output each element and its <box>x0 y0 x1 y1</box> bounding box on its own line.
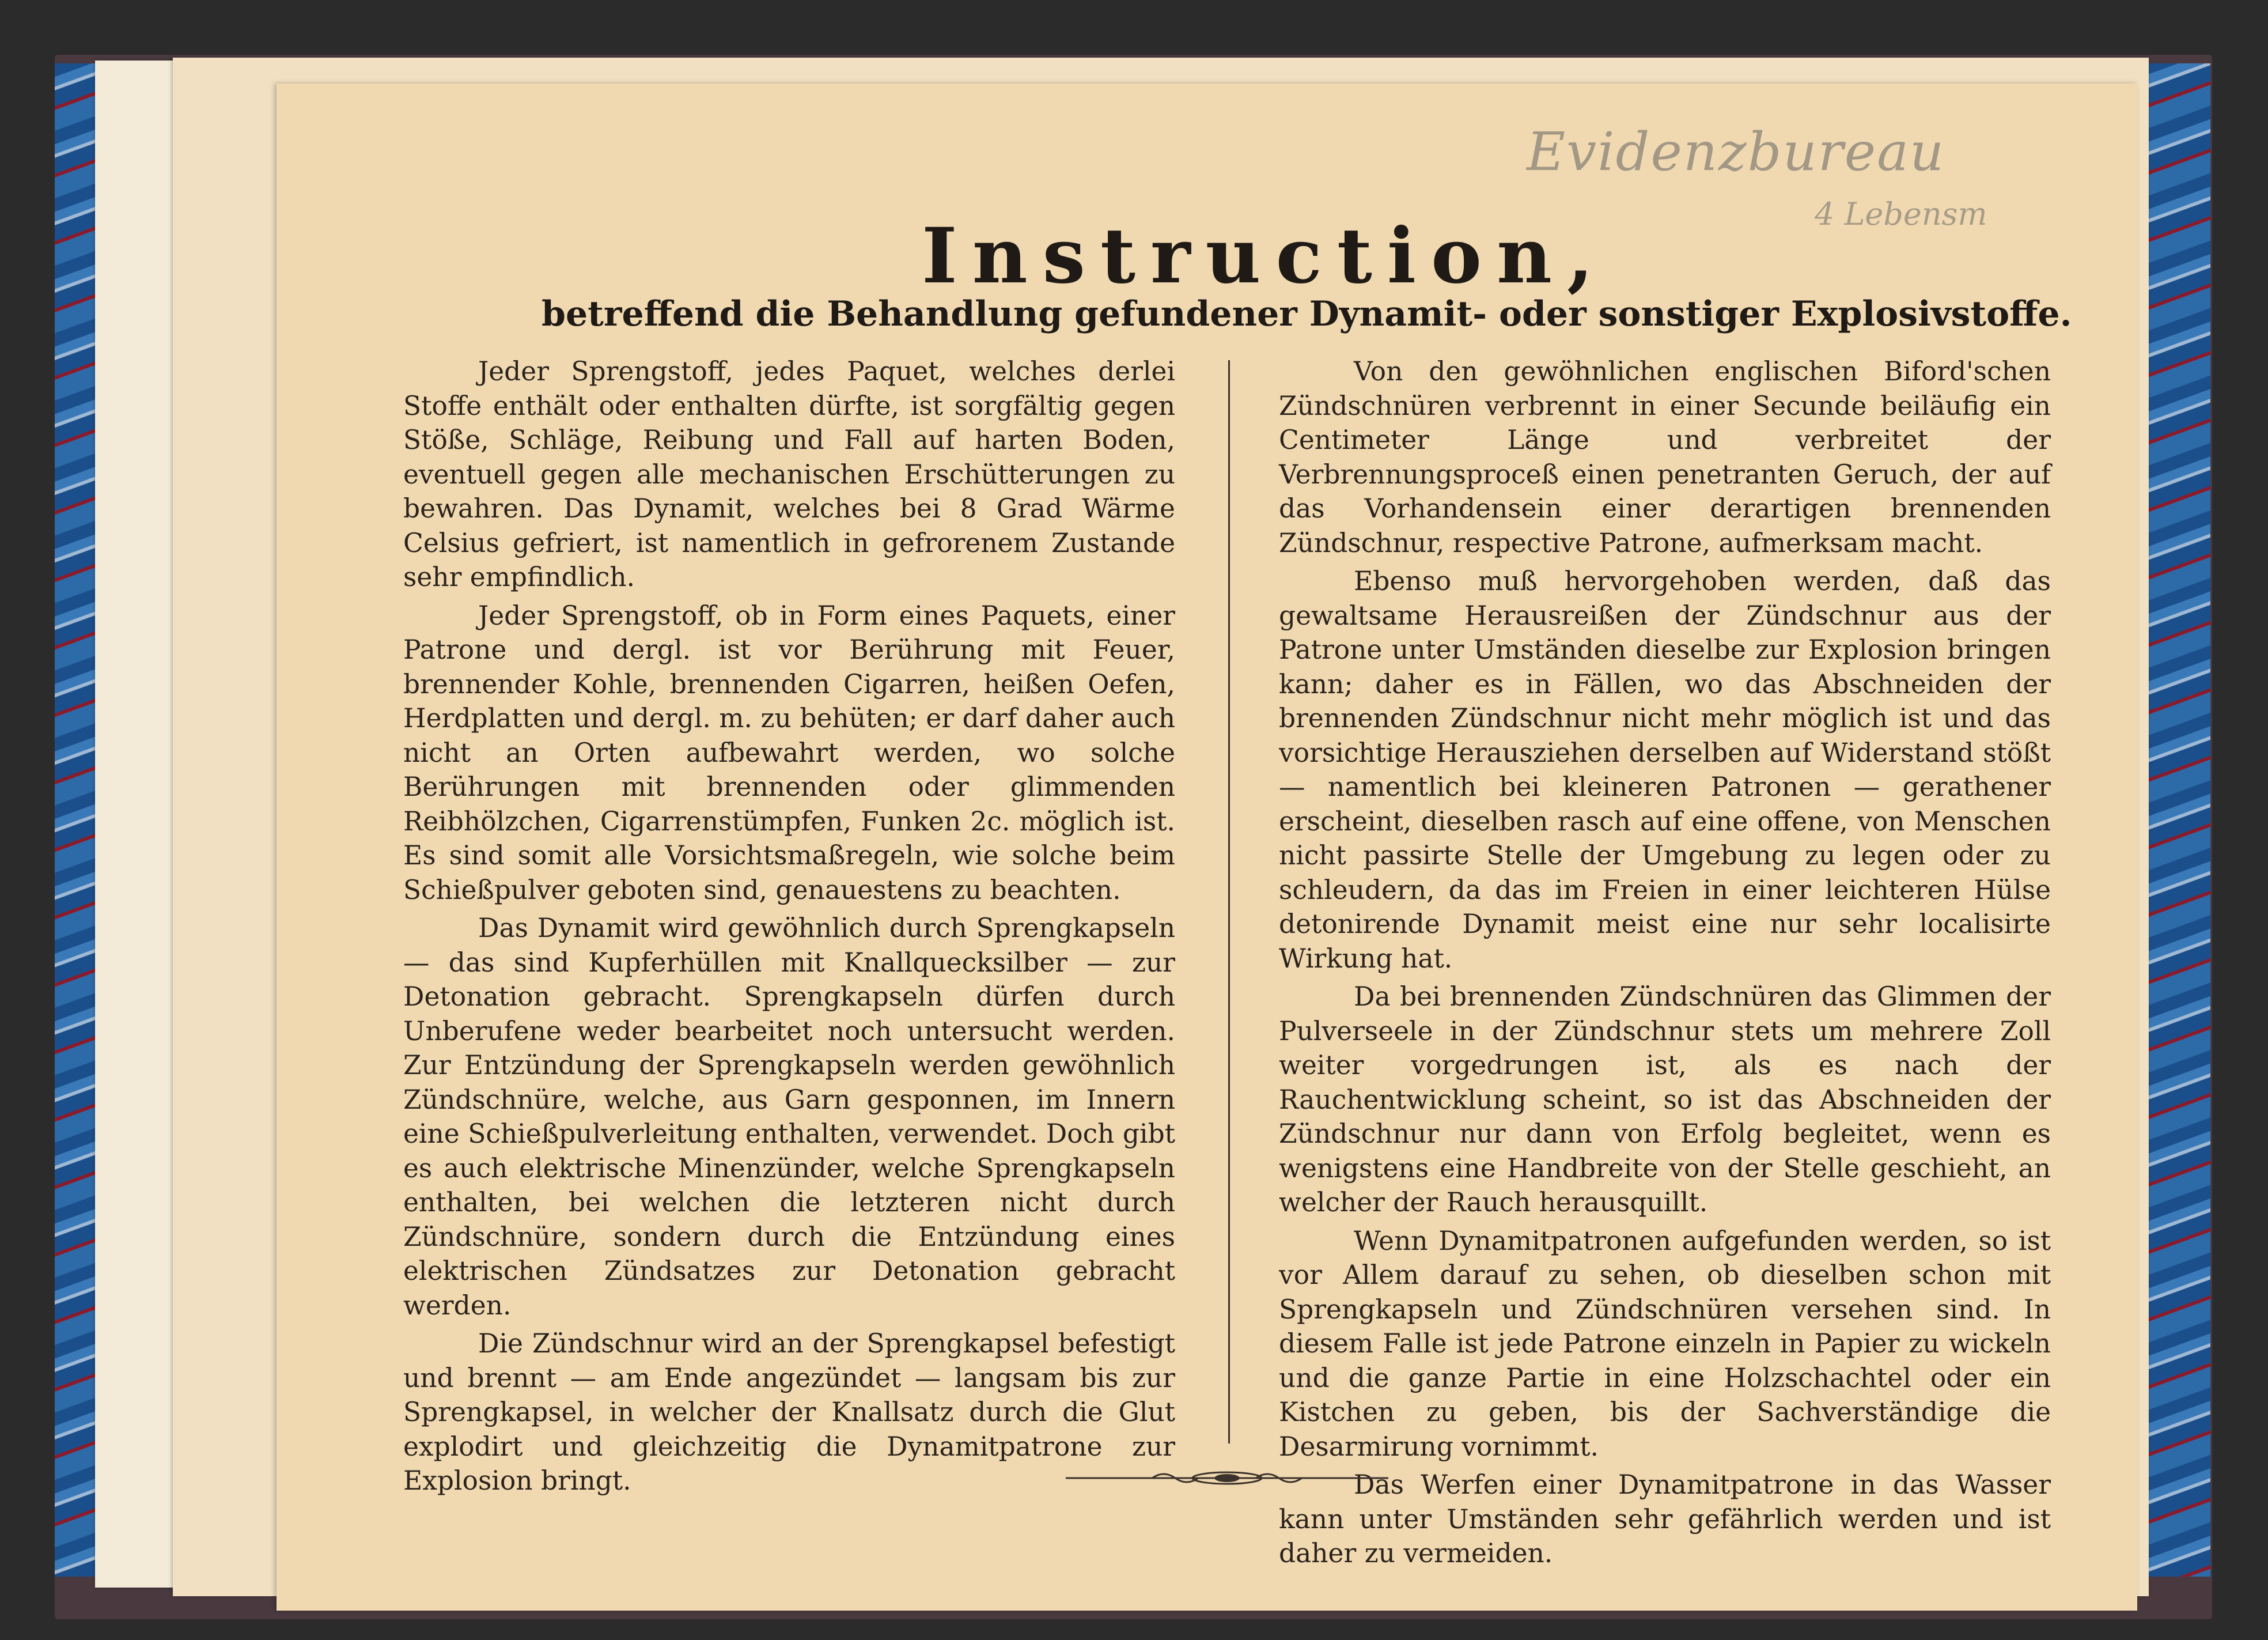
paragraph: Ebenso muß hervorgehoben werden, daß das gewaltsame Herausreißen der Zündschnur aus der Patrone unter Umständen dieselbe zur Explosion bringen kann; daher es in Fällen, wo das Abschneiden der brennenden Zündschnur nicht mehr möglich ist und das vorsichtige Herausziehen derselben auf Widerstand stößt — namentlich bei kleineren Patronen — gerathener erscheint, dieselben rasch auf eine offene, von Menschen nicht passirte Stelle der Umgebung zu legen oder zu schleudern, da das im Freien in einer leichteren Hülse detonirende Dynamit meist eine nur sehr localisirte Wirkung hat. <box>1279 566 2051 974</box>
marbled-endpaper-right <box>2141 63 2210 1577</box>
paragraph: Da bei brennenden Zündschnüren das Glimmen der Pulverseele in der Zündschnur stets um mehrere Zoll weiter vorgedrungen ist, als es nach der Rauchentwicklung scheint, so ist das Abschneiden der Zündschnur nur dann von Erfolg begleitet, wenn es wenigstens eine Handbreite von der Stelle geschieht, an welcher der Rauch herausquillt. <box>1279 981 2051 1218</box>
handwritten-note: Evidenzbureau <box>1527 121 1945 183</box>
paragraph: Von den gewöhnlichen englischen Biford'schen Zündschnüren verbrennt in einer Secunde beiläufig ein Centimeter Länge und verbreitet der Verbrennungsproceß einen penetranten Geruch, der auf das Vorhandensein einer derartigen brennenden Zündschnur, respective Patrone, aufmerksam macht. <box>1279 356 2051 558</box>
document-title: Instruction, <box>922 211 1608 301</box>
paragraph: Das Werfen einer Dynamitpatrone in das Wasser kann unter Umständen sehr gefährlich werden und ist daher zu vermeiden. <box>1279 1469 2051 1569</box>
document-subtitle: betreffend die Behandlung gefundener Dynamit- oder sonstiger Explosivstoffe. <box>542 294 2072 334</box>
paragraph: Jeder Sprengstoff, jedes Paquet, welches derlei Stoffe enthält oder enthalten dürfte, ist sorgfältig gegen Stöße, Schläge, Reibung und Fall auf harten Boden, eventuell gegen alle mechanischen Erschütterungen zu bewahren. Das Dynamit, welches bei 8 Grad Wärme Celsius gefriert, ist namentlich in gefrorenem Zustande sehr empfindlich. <box>403 356 1175 592</box>
right-column <box>1279 354 2051 1575</box>
left-column <box>403 354 1175 1502</box>
paragraph: Wenn Dynamitpatronen aufgefunden werden, so ist vor Allem darauf zu sehen, ob dieselben schon mit Sprengkapseln und Zündschnüren versehen sind. In diesem Falle ist jede Patrone einzeln in Papier zu wickeln und die ganze Partie in eine Holzschachtel oder ein Kistchen zu geben, bis der Sachverständige die Desarmirung vornimmt. <box>1279 1225 2051 1462</box>
column-divider <box>1228 360 1230 1443</box>
paragraph: Jeder Sprengstoff, ob in Form eines Paquets, einer Patrone und dergl. ist vor Berührung mit Feuer, brennender Kohle, brennenden Cigarren, heißen Oefen, Herdplatten und dergl. m. zu behüten; er darf daher auch nicht an Orten aufbewahrt werden, wo solche Berührungen mit brennenden oder glimmenden Reibhölzchen, Cigarrenstümpfen, Funken 2c. möglich ist. Es sind somit alle Vorsichtsmaßregeln, wie solche beim Schießpulver geboten sind, genauestens zu beachten. <box>403 600 1175 905</box>
paragraph: Die Zündschnur wird an der Sprengkapsel befestigt und brennt — am Ende angezündet — langsam bis zur Sprengkapsel, in welcher der Knallsatz durch die Glut explodirt und gleichzeitig die Dynamitpatrone zur Explosion bringt. <box>403 1328 1175 1496</box>
ornament-divider <box>1066 1464 1388 1492</box>
paragraph: Das Dynamit wird gewöhnlich durch Sprengkapseln — das sind Kupferhüllen mit Knallquecksilber — zur Detonation gebracht. Sprengkapseln dürfen durch Unberufene weder bearbeitet noch untersucht werden. Zur Entzündung der Sprengkapseln werden gewöhnlich Zündschnüre, welche, aus Garn gesponnen, im Innern eine Schießpulverleitung enthalten, verwendet. Doch gibt es auch elektrische Minenzünder, welche Sprengkapseln enthalten, bei welchen die letzteren nicht durch Zündschnüre, sondern durch die Entzündung eines elektrischen Zündsatzes zur Detonation gebracht werden. <box>403 913 1175 1321</box>
handwritten-note-small: 4 Lebensm <box>1815 196 1987 232</box>
